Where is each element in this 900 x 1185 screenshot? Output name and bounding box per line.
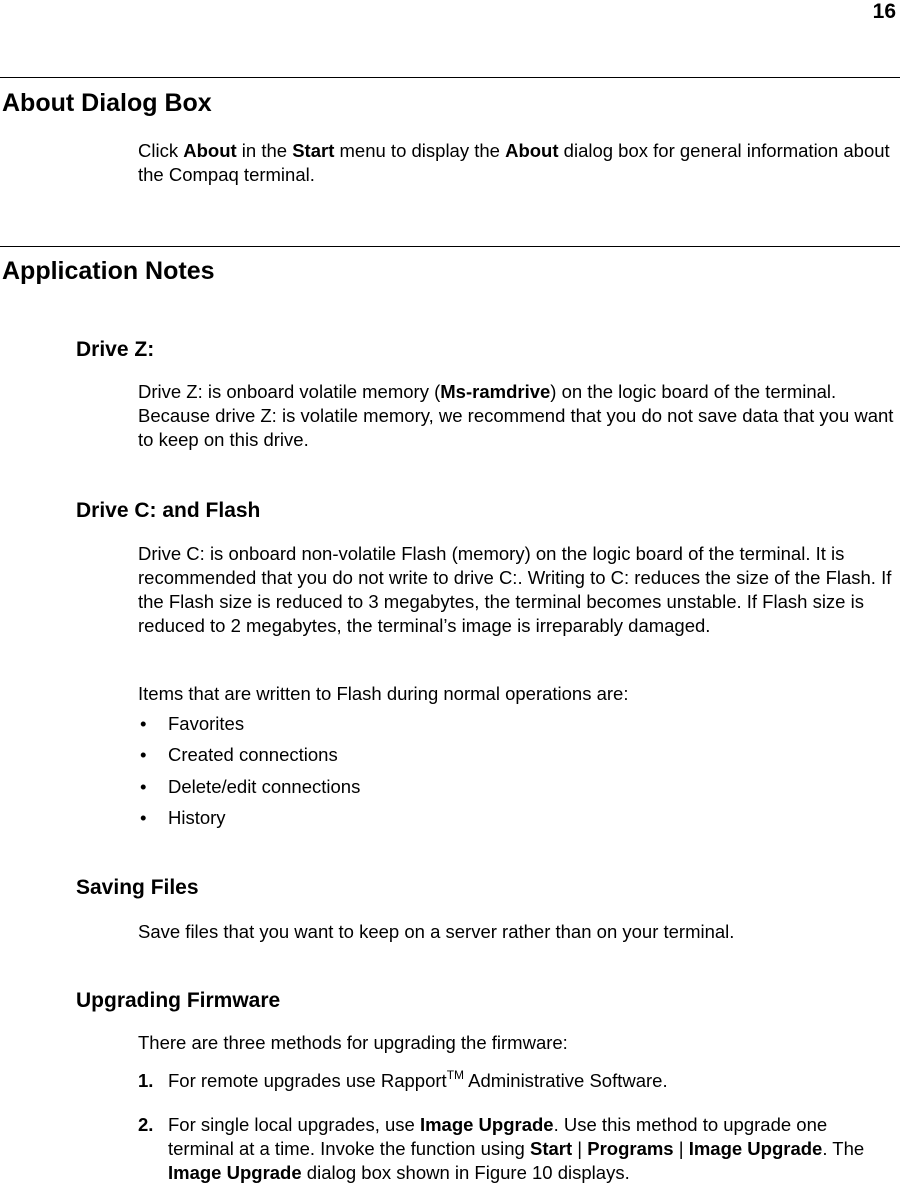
drive-z-heading: Drive Z: bbox=[76, 338, 155, 361]
drive-z-paragraph: Drive Z: is onboard volatile memory (Ms-ramdrive) on the logic board of the terminal. Because drive Z: is volatile memory, we recommend that you do not save data that you want to keep on this drive. bbox=[138, 381, 894, 450]
application-notes-heading: Application Notes bbox=[2, 257, 215, 285]
section-divider bbox=[0, 77, 900, 78]
bullet-glyph: • bbox=[140, 713, 147, 734]
bullet-glyph: • bbox=[140, 744, 147, 765]
about-heading: About Dialog Box bbox=[2, 89, 212, 117]
saving-files-heading: Saving Files bbox=[76, 876, 199, 899]
section-divider bbox=[0, 246, 900, 247]
drive-c-heading: Drive C: and Flash bbox=[76, 499, 261, 522]
saving-files-paragraph: Save files that you want to keep on a server rather than on your terminal. bbox=[138, 921, 735, 942]
page-number: 16 bbox=[872, 0, 896, 23]
bullet-glyph: • bbox=[140, 807, 147, 828]
flash-items-intro: Items that are written to Flash during normal operations are: bbox=[138, 683, 629, 704]
upgrading-intro: There are three methods for upgrading the firmware: bbox=[138, 1032, 568, 1053]
upgrading-firmware-heading: Upgrading Firmware bbox=[76, 989, 281, 1012]
about-paragraph: Click About in the Start menu to display the About dialog box for general information about the Compaq terminal. bbox=[138, 140, 890, 185]
drive-c-paragraph: Drive C: is onboard non-volatile Flash (memory) on the logic board of the terminal. It is recommended that you do not write to drive C:. Writing to C: reduces the size of the Flash. If the Flash size is reduced to 3 megabytes, the terminal becomes unstable. If Flash size is reduced to 2 megabytes, the terminal’s image is irreparably damaged. bbox=[138, 543, 892, 636]
bullet-glyph: • bbox=[140, 776, 147, 797]
